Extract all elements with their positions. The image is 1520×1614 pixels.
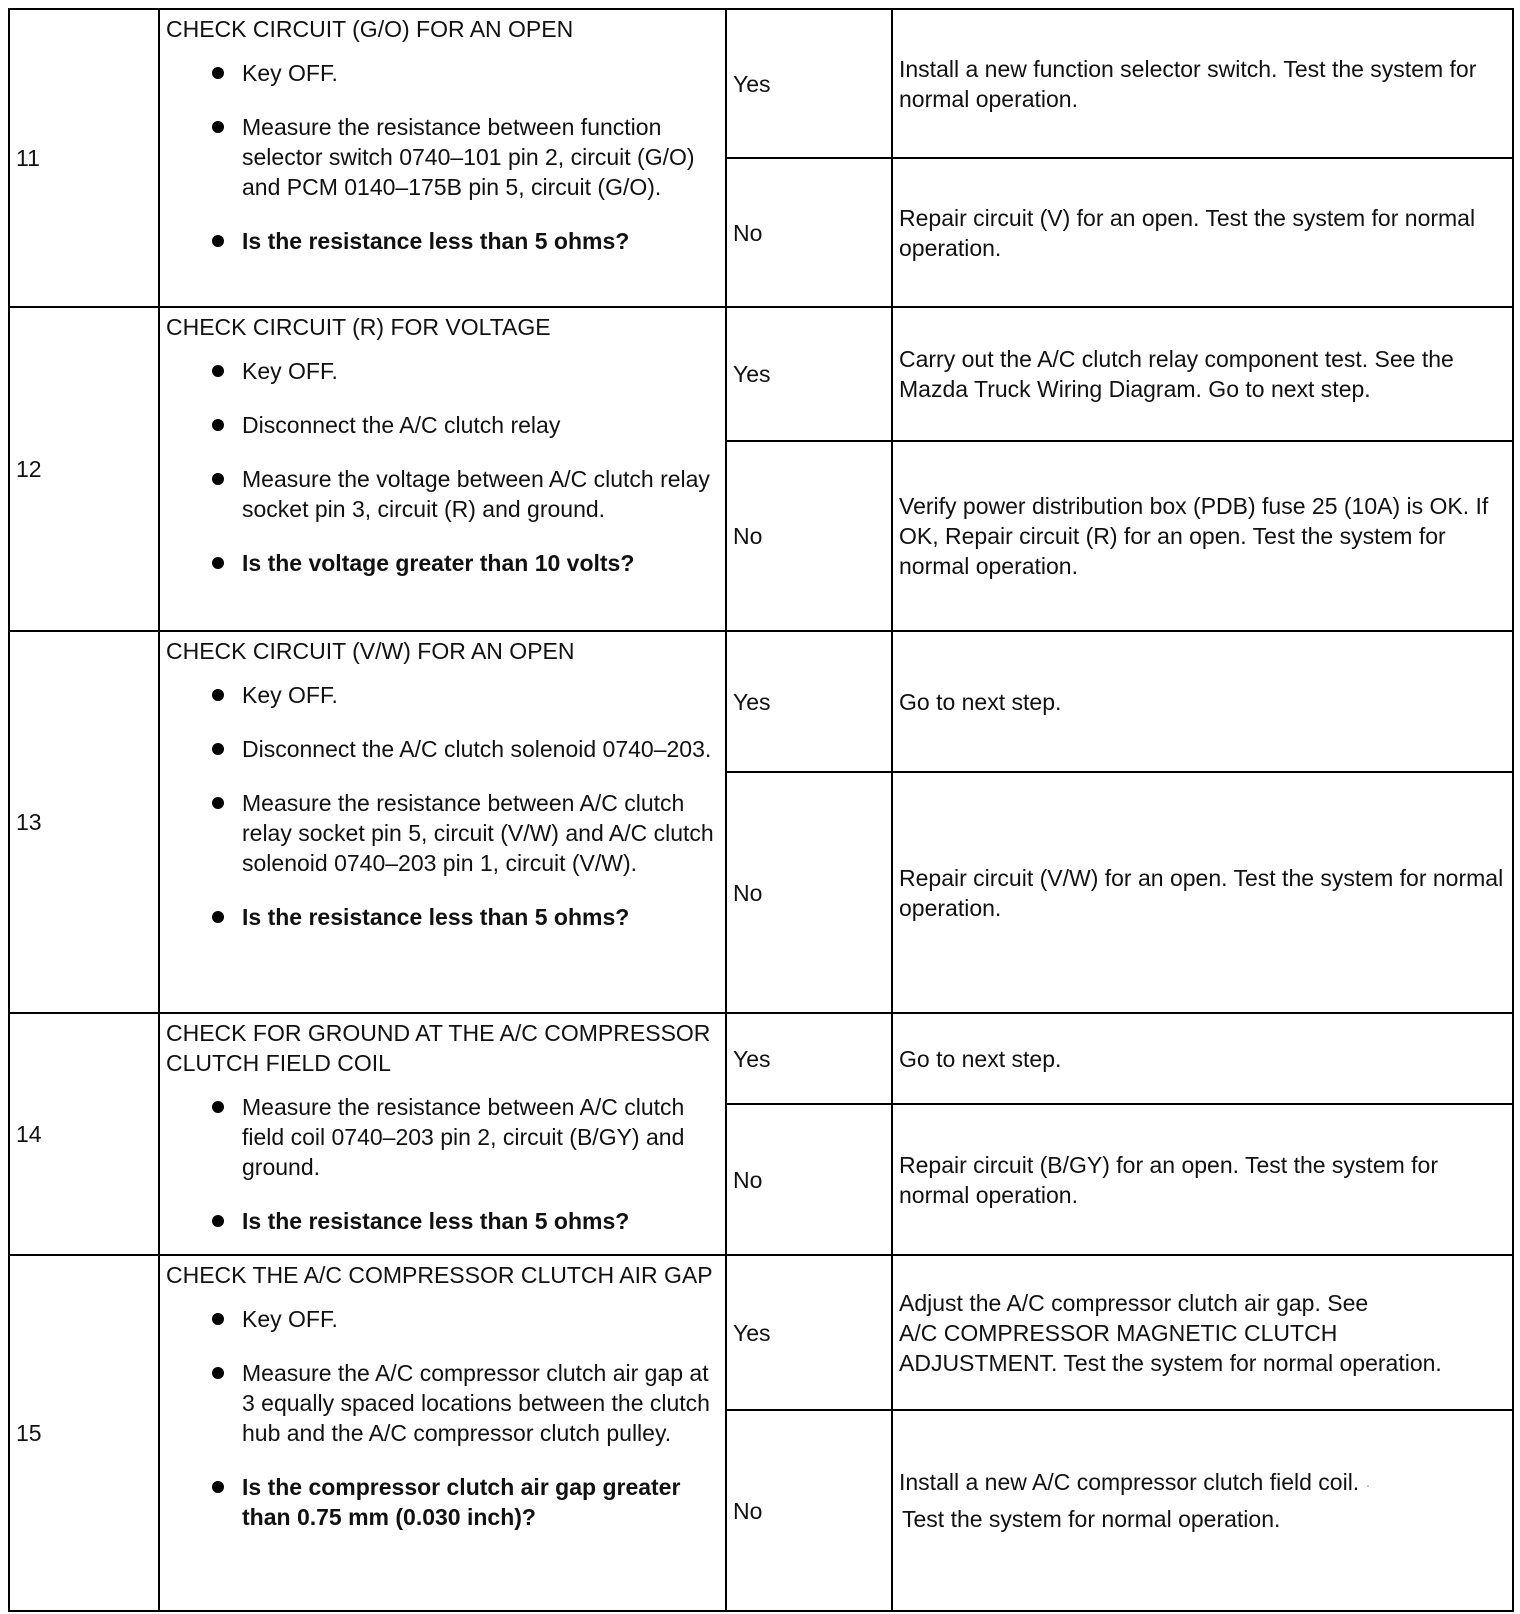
no-result: Repair circuit (B/GY) for an open. Test the system for normal operation. [892, 1104, 1513, 1255]
bullet-item: Key OFF. [208, 356, 719, 386]
step-action [159, 1013, 726, 1255]
yes-result-line: ADJUSTMENT. Test the system for normal operation. [899, 1349, 1442, 1376]
step-question: Is the voltage greater than 10 volts? [208, 548, 719, 578]
step-action [159, 307, 726, 631]
no-result: Verify power distribution box (PDB) fuse 25 (10A) is OK. If OK, Repair circuit (R) for an open. Test the system for normal operation. [892, 441, 1513, 631]
yes-result: Go to next step. [892, 631, 1513, 772]
no-result-line [899, 1467, 1506, 1500]
step-bullets [166, 356, 719, 578]
yes-label: Yes [726, 9, 892, 158]
step-title: CHECK CIRCUIT (V/W) FOR AN OPEN [166, 638, 575, 664]
yes-label: Yes [726, 1255, 892, 1410]
step-title: CHECK FOR GROUND AT THE A/C COMPRESSOR CLUTCH FIELD COIL [166, 1020, 711, 1076]
step-number: 14 [9, 1013, 159, 1255]
step-11-yes-row [9, 9, 1513, 158]
no-result-line-text: Install a new A/C compressor clutch field coil. [899, 1469, 1360, 1495]
bullet-item: Measure the voltage between A/C clutch relay socket pin 3, circuit (R) and ground. [208, 464, 719, 524]
yes-result-line: A/C COMPRESSOR MAGNETIC CLUTCH [899, 1319, 1338, 1346]
no-result: Repair circuit (V/W) for an open. Test the system for normal operation. [892, 772, 1513, 1013]
step-15-yes-row [9, 1255, 1513, 1410]
step-action [159, 631, 726, 1013]
step-question: Is the compressor clutch air gap greater than 0.75 mm (0.030 inch)? [208, 1472, 719, 1532]
step-title: CHECK CIRCUIT (R) FOR VOLTAGE [166, 314, 551, 340]
step-number: 15 [9, 1255, 159, 1611]
yes-result: Install a new function selector switch. Test the system for normal operation. [892, 9, 1513, 158]
no-label: No [726, 158, 892, 307]
step-14-yes-row [9, 1013, 1513, 1104]
step-number: 12 [9, 307, 159, 631]
step-action [159, 9, 726, 307]
no-label: No [726, 1410, 892, 1611]
no-result: Repair circuit (V) for an open. Test the system for normal operation. [892, 158, 1513, 307]
stray-mark: · [1365, 1477, 1371, 1493]
step-question: Is the resistance less than 5 ohms? [208, 1206, 719, 1236]
no-label: No [726, 1104, 892, 1255]
yes-label: Yes [726, 631, 892, 772]
diagnostic-steps-table [8, 8, 1514, 1612]
diagnostic-page [8, 8, 1512, 1606]
yes-result [892, 1255, 1513, 1410]
bullet-item: Measure the resistance between A/C clutch field coil 0740–203 pin 2, circuit (B/GY) and ground. [208, 1092, 719, 1182]
yes-label: Yes [726, 1013, 892, 1104]
bullet-item: Measure the resistance between function selector switch 0740–101 pin 2, circuit (G/O) and PCM 0140–175B pin 5, circuit (G/O). [208, 112, 719, 202]
bullet-item: Key OFF. [208, 58, 719, 88]
step-number: 11 [9, 9, 159, 307]
no-result [892, 1410, 1513, 1611]
bullet-item: Disconnect the A/C clutch solenoid 0740–203. [208, 734, 719, 764]
yes-result: Carry out the A/C clutch relay component test. See the Mazda Truck Wiring Diagram. Go to next step. [892, 307, 1513, 441]
step-bullets [166, 58, 719, 256]
step-action [159, 1255, 726, 1611]
no-label: No [726, 772, 892, 1013]
yes-result: Go to next step. [892, 1013, 1513, 1104]
bullet-item: Measure the resistance between A/C clutch relay socket pin 5, circuit (V/W) and A/C clutch solenoid 0740–203 pin 1, circuit (V/W). [208, 788, 719, 878]
bullet-item: Disconnect the A/C clutch relay [208, 410, 719, 440]
step-bullets [166, 1092, 719, 1236]
bullet-item: Measure the A/C compressor clutch air gap at 3 equally spaced locations between the clutch hub and the A/C compressor clutch pulley. [208, 1358, 719, 1448]
step-bullets [166, 680, 719, 932]
step-number: 13 [9, 631, 159, 1013]
no-result-line: Test the system for normal operation. [902, 1506, 1281, 1532]
step-question: Is the resistance less than 5 ohms? [208, 226, 719, 256]
step-title: CHECK THE A/C COMPRESSOR CLUTCH AIR GAP [166, 1262, 713, 1288]
yes-label: Yes [726, 307, 892, 441]
step-13-yes-row [9, 631, 1513, 772]
yes-result-line: Adjust the A/C compressor clutch air gap. See [899, 1289, 1369, 1316]
no-label: No [726, 441, 892, 631]
bullet-item: Key OFF. [208, 680, 719, 710]
step-title: CHECK CIRCUIT (G/O) FOR AN OPEN [166, 16, 574, 42]
step-12-yes-row [9, 307, 1513, 441]
step-question: Is the resistance less than 5 ohms? [208, 902, 719, 932]
bullet-item: Key OFF. [208, 1304, 719, 1334]
step-bullets [166, 1304, 719, 1532]
